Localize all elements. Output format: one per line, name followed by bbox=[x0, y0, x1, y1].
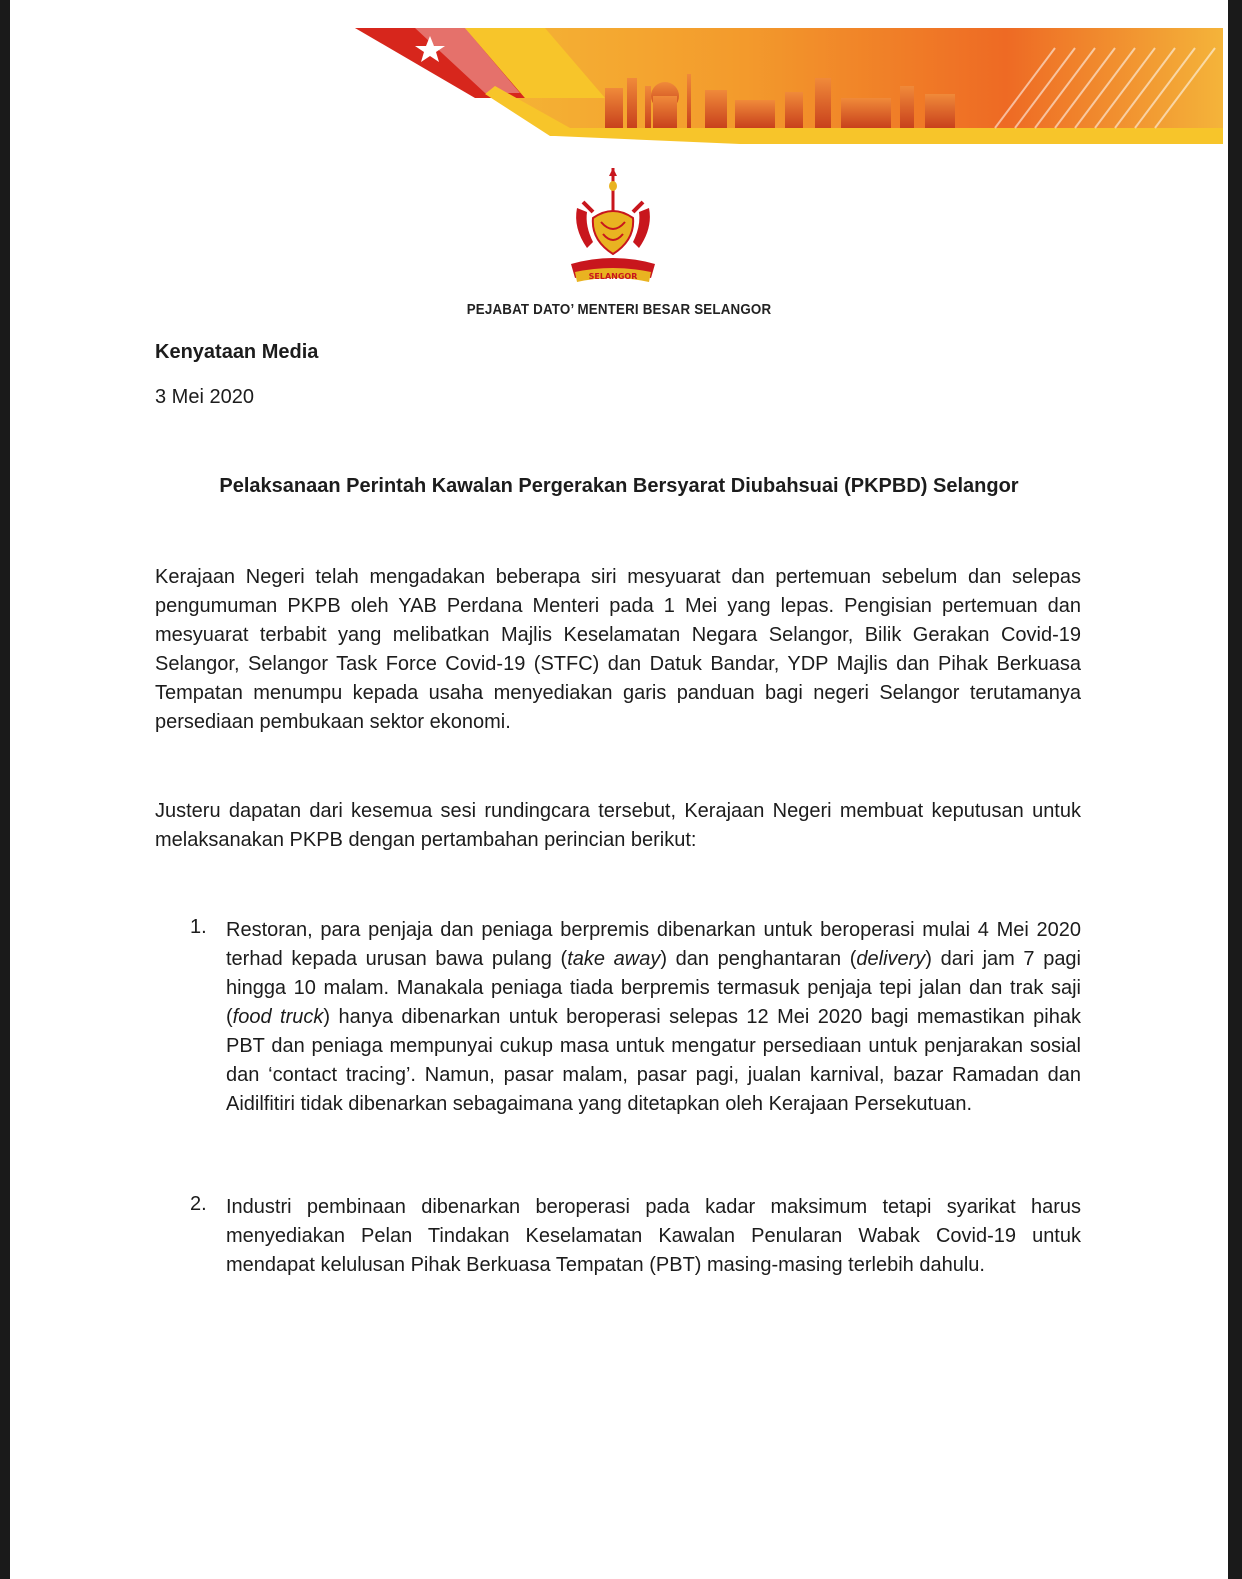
header-banner bbox=[355, 28, 1223, 148]
list-item-construction: Industri pembinaan dibenarkan beroperasi pada kadar maksimum tetapi syarikat harus menyediakan Pelan Tindakan Keselamatan Kawalan Penularan Wabak Covid-19 untuk mendapat kelulusan Pihak Berkuasa Tempatan (PBT) masing-masing terlebih dahulu. bbox=[226, 1196, 1081, 1276]
document-page bbox=[10, 0, 1228, 1579]
office-name: PEJABAT DATO’ MENTERI BESAR SELANGOR bbox=[466, 302, 772, 318]
media-statement-label: Kenyataan Media bbox=[155, 341, 319, 363]
selangor-crest-icon bbox=[563, 168, 663, 292]
paragraph-decision: Justeru dapatan dari kesemua sesi rundingcara tersebut, Kerajaan Negeri membuat keputusan untuk melaksanakan PKPB dengan pertambahan perincian berikut: bbox=[155, 800, 1081, 851]
list-item-number: 2. bbox=[190, 1193, 207, 1215]
svg-text:SELANGOR: SELANGOR bbox=[588, 272, 638, 281]
statement-date: 3 Mei 2020 bbox=[155, 386, 254, 408]
paragraph-intro: Kerajaan Negeri telah mengadakan beberapa siri mesyuarat dan pertemuan sebelum dan selepas pengumuman PKPB oleh YAB Perdana Menteri pada 1 Mei yang lepas. Pengisian pertemuan dan mesyuarat terbabit yang melibatkan Majlis Keselamatan Negara Selangor, Bilik Gerakan Covid-19 Selangor, Selangor Task Force Covid-19 (STFC) dan Datuk Bandar, YDP Majlis dan Pihak Berkuasa Tempatan menumpu kepada usaha menyediakan garis panduan bagi negeri Selangor terutamanya persediaan pembukaan sektor ekonomi. bbox=[155, 566, 1081, 733]
list-item-number: 1. bbox=[190, 916, 207, 938]
list-item-restaurants: Restoran, para penjaja dan peniaga berpremis dibenarkan untuk beroperasi mulai 4 Mei 2020 terhad kepada urusan bawa pulang (take away) dan penghantaran (delivery) dari jam 7 pagi hingga 10 malam. Manakala peniaga tiada berpremis termasuk penjaja tepi jalan dan trak saji (food truck) hanya dibenarkan untuk beroperasi selepas 12 Mei 2020 bagi memastikan pihak PBT dan peniaga mempunyai cukup masa untuk mengatur persediaan untuk penjarakan sosial dan ‘contact tracing’. Namun, pasar malam, pasar pagi, jualan karnival, bazar Ramadan dan Aidilfitiri tidak dibenarkan sebagaimana yang ditetapkan oleh Kerajaan Persekutuan. bbox=[226, 919, 1082, 1115]
statement-title: Pelaksanaan Perintah Kawalan Pergerakan Bersyarat Diubahsuai (PKPBD) Selangor bbox=[219, 475, 1019, 497]
